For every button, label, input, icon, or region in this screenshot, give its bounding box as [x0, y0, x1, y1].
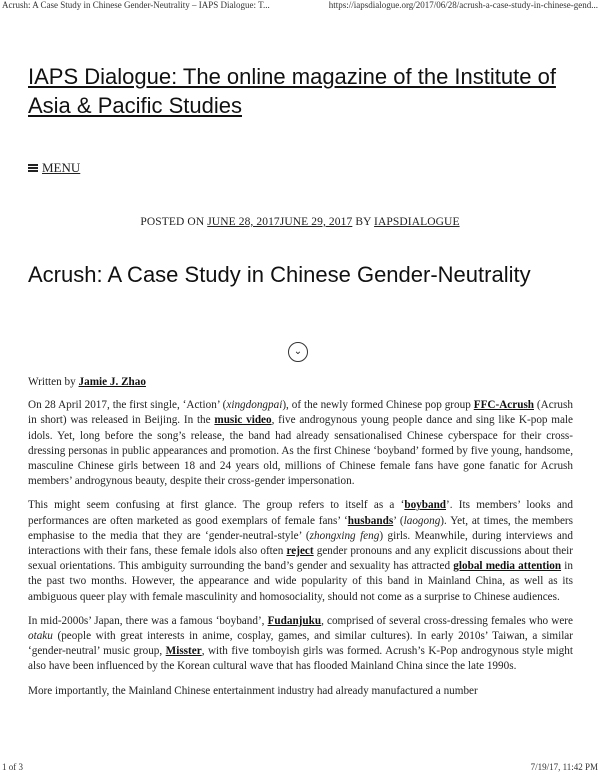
reject-link[interactable]: reject	[286, 545, 314, 558]
text: This might seem confusing at first glance. The group refers to itself as a ‘	[28, 499, 405, 512]
posted-on-label: POSTED ON	[140, 216, 205, 228]
print-timestamp: 7/19/17, 11:42 PM	[530, 762, 598, 772]
post-meta	[0, 216, 600, 228]
boyband-link[interactable]: boyband	[404, 499, 447, 512]
text-italic: xingdongpai	[226, 399, 283, 412]
text: in the past two months. However, the appearance and wide popularity of this band in Mainland China, as well as its ambiguous queer play with female masculinity and homosociality, should not come as a surprise to Chinese audiences.	[28, 560, 573, 603]
site-title[interactable]: IAPS Dialogue: The online magazine of the Institute of Asia & Pacific Studies	[28, 64, 556, 118]
global-media-attention-link[interactable]: global media attention	[453, 560, 562, 573]
text: On 28 April 2017, the first single, ‘Action’ (	[28, 399, 227, 412]
by-label: BY	[355, 216, 372, 228]
paragraph-1	[28, 398, 573, 489]
fudanjuku-link[interactable]: Fudanjuku	[267, 614, 322, 627]
author-link[interactable]: IAPSDIALOGUE	[374, 216, 460, 228]
text: , comprised of several cross-dressing females who were	[321, 614, 573, 627]
date-updated-link[interactable]: JUNE 29, 2017	[279, 216, 353, 228]
print-footer	[0, 762, 600, 774]
text: , five androgynous young people dance and sing like K-pop male idols. Yet, long before the song’s release, the band had already sensationalised Chinese cyberspace for their cross-dressing personas in public appearances and promotion. As the first Chinese ‘boyband’ formed by five young, handsome, masculine Chinese girls between 18 and 24 years old, millions of Chinese female fans have gone fanatic for Acrush members’ androgynous beauty, despite their cross-gender impersonation.	[28, 414, 574, 488]
byline	[28, 375, 573, 390]
date-published-link[interactable]: JUNE 28, 2017	[207, 216, 280, 228]
text: ’. Its members’ looks and performances are often marketed as good exemplars of female fans’ ‘	[28, 499, 573, 527]
husbands-link[interactable]: husbands	[347, 514, 394, 527]
text: ), of the newly formed Chinese pop group	[282, 399, 474, 412]
paragraph-4: More importantly, the Mainland Chinese entertainment industry had already manufactured a number	[28, 684, 478, 697]
text: , with five tomboyish girls was formed. Acrush’s K-Pop androgynous style might also have been influenced by the Korean cultural wave that has flooded Mainland China since the late 1990s.	[28, 645, 573, 673]
chevron-down-icon[interactable]: ⌄	[288, 342, 308, 362]
ffc-acrush-link[interactable]: FFC-Acrush	[473, 399, 535, 412]
text: ’ (	[393, 514, 404, 527]
music-video-link[interactable]: music video	[214, 414, 272, 427]
paragraph-2	[28, 498, 573, 604]
page-number: 1 of 3	[2, 762, 23, 772]
print-header	[0, 0, 600, 14]
hamburger-icon	[28, 164, 38, 172]
text-italic: laogong	[403, 514, 441, 527]
writer-link[interactable]: Jamie J. Zhao	[78, 376, 146, 388]
text: ) girls. Meanwhile, during interviews and interactions with their fans, these female idols also often	[28, 529, 573, 558]
paragraph-3	[28, 614, 573, 675]
print-url: https://iapsdialogue.org/2017/06/28/acrush-a-case-study-in-chinese-gend...	[328, 0, 598, 10]
post-content	[28, 375, 573, 708]
print-page-title: Acrush: A Case Study in Chinese Gender-Neutrality – IAPS Dialogue: T...	[2, 0, 270, 10]
text: gender pronouns and any explicit discussions about their sexual orientations. This ambiguity surrounding the band’s gender and sexuality has attracted	[28, 545, 574, 573]
text-italic: zhongxing feng	[309, 529, 380, 542]
misster-link[interactable]: Misster	[165, 645, 202, 658]
text: In mid-2000s’ Japan, there was a famous ‘boyband’,	[28, 614, 268, 627]
text: ). Yet, at times, the members emphasise to the media that they are ‘gender-neutral-style’ (	[28, 514, 573, 542]
written-by-label: Written by	[28, 376, 76, 388]
text: (Acrush in short) was released in Beijing. In the	[28, 399, 573, 427]
menu-label: MENU	[42, 160, 81, 175]
text: (people with great interests in anime, cosplay, games, and similar cultures). In early 2010s’ Taiwan, a similar ‘gender-neutral’ music group,	[28, 630, 573, 658]
menu-toggle[interactable]	[28, 160, 80, 176]
text-italic: otaku	[28, 630, 53, 643]
post-title: Acrush: A Case Study in Chinese Gender-Neutrality	[28, 262, 531, 287]
